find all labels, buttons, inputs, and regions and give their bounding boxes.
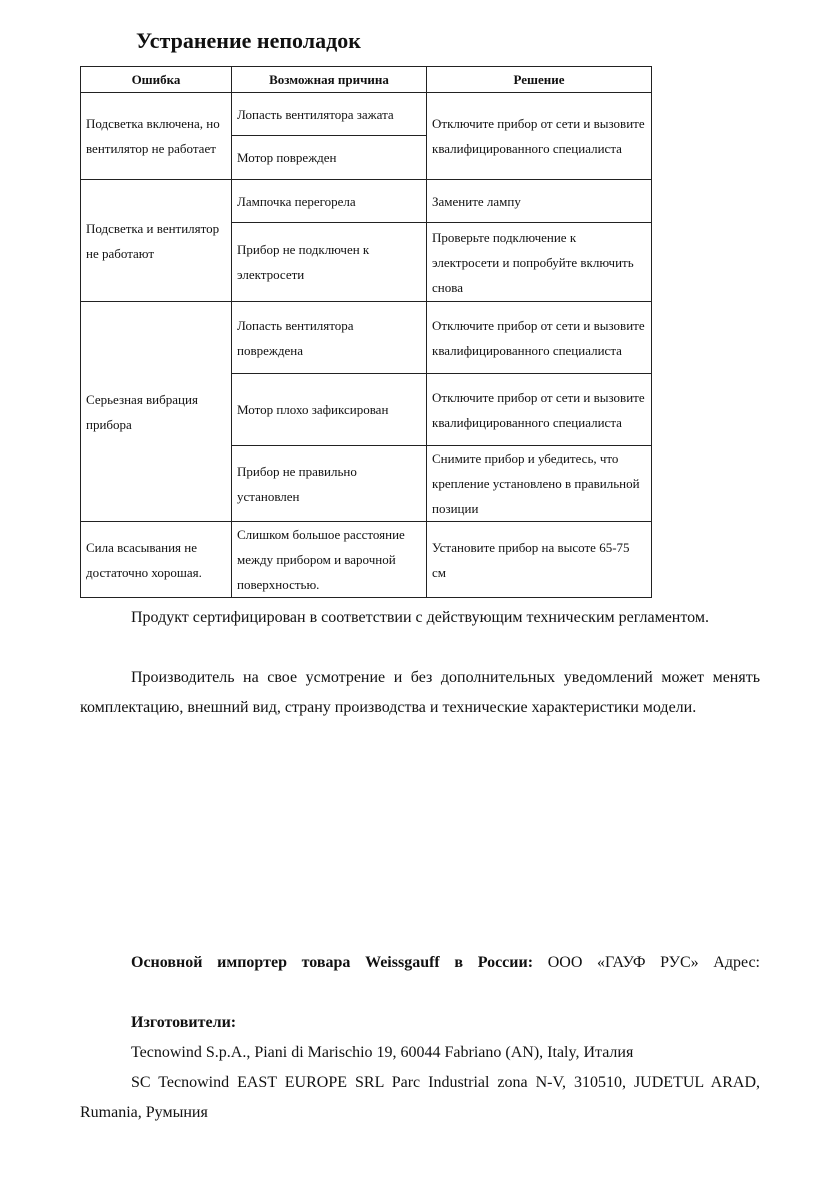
header-solution: Решение [427,67,652,93]
solution-cell: Отключите прибор от сети и вызовите квалифицированного специалиста [427,374,652,446]
cause-cell: Лопасть вентилятора зажата [232,93,427,136]
importer-text: ООО «ГАУФ РУС» Адрес: [547,954,761,971]
table-row [81,302,652,374]
error-cell: Серьезная вибрация прибора [81,302,232,522]
solution-cell: Замените лампу [427,180,652,223]
manufacturer-item: SC Tecnowind EAST EUROPE SRL Parc Industrial zona N-V, 310510, JUDETUL ARAD, Rumania, Румыния [80,1074,760,1121]
cause-cell: Лопасть вентилятора повреждена [232,302,427,374]
table-header-row [81,67,652,93]
manufacturer-item: Tecnowind S.p.A., Piani di Marischio 19, 60044 Fabriano (AN), Italy, Италия [131,1044,634,1061]
cause-cell: Слишком большое расстояние между прибором и варочной поверхностью. [232,522,427,598]
solution-cell: Проверьте подключение к электросети и попробуйте включить снова [427,223,652,302]
certification-paragraph: Продукт сертифицирован в соответствии с действующим техническим регламентом. [131,609,709,626]
table-row [81,180,652,223]
error-cell: Подсветка включена, но вентилятор не работает [81,93,232,180]
manufacturers-heading: Изготовители: [131,1014,237,1031]
cause-cell: Лампочка перегорела [232,180,427,223]
error-cell: Подсветка и вентилятор не работают [81,180,232,302]
disclaimer-paragraph: Производитель на свое усмотрение и без дополнительных уведомлений может менять комплектацию, внешний вид, страну производства и технические характеристики модели. [80,669,760,716]
page-title: Устранение неполадок [136,28,361,53]
header-error: Ошибка [81,67,232,93]
header-cause: Возможная причина [232,67,427,93]
solution-cell: Отключите прибор от сети и вызовите квалифицированного специалиста [427,302,652,374]
solution-cell: Установите прибор на высоте 65-75 см [427,522,652,598]
cause-cell: Мотор поврежден [232,136,427,180]
cause-cell: Прибор не подключен к электросети [232,223,427,302]
table-row [81,93,652,136]
importer-label: Основной импортер товара Weissgauff в России: [131,954,534,971]
troubleshooting-table [80,66,652,598]
importer-paragraph [80,948,760,978]
error-cell: Сила всасывания не достаточно хорошая. [81,522,232,598]
table-row [81,522,652,598]
cause-cell: Прибор не правильно установлен [232,446,427,522]
solution-cell: Отключите прибор от сети и вызовите квалифицированного специалиста [427,93,652,180]
cause-cell: Мотор плохо зафиксирован [232,374,427,446]
solution-cell: Снимите прибор и убедитесь, что крепление установлено в правильной позиции [427,446,652,522]
